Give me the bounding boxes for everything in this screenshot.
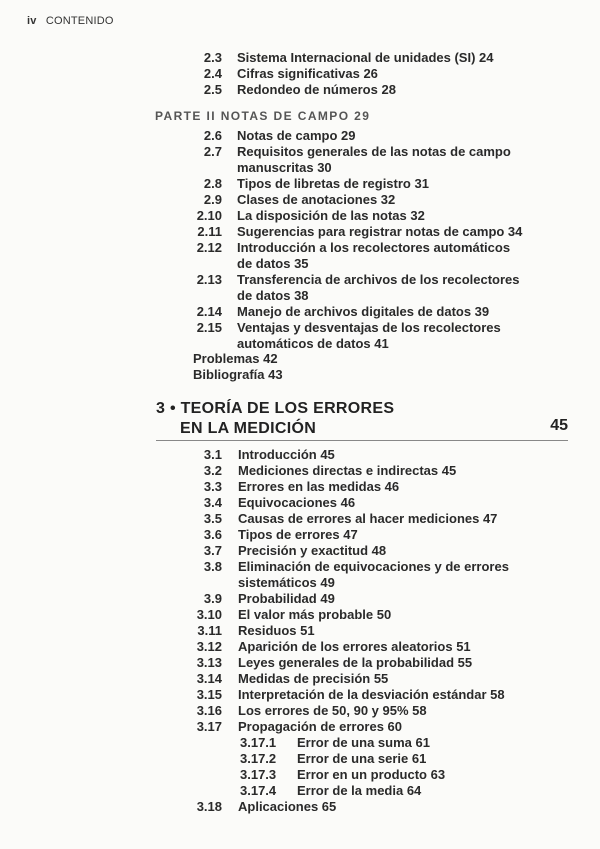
toc-entry-number: 2.14 (196, 304, 222, 319)
toc-entry-text: Probabilidad 49 (238, 591, 335, 606)
toc-entry-text: Medidas de precisión 55 (238, 671, 389, 686)
chapter-heading[interactable] (156, 399, 394, 439)
toc-entry-text: manuscritas 30 (237, 160, 332, 175)
toc-entry-text: Introducción a los recolectores automáticos (237, 240, 511, 255)
toc-entry-number: 3.17 (196, 719, 222, 734)
toc-entry-number: 3.16 (196, 703, 222, 718)
toc-entry-number: 3.3 (203, 479, 222, 494)
toc-entry-text: Introducción 45 (238, 447, 335, 462)
toc-entry-text: Precisión y exactitud 48 (238, 543, 387, 558)
toc-entry-text: Mediciones directas e indirectas 45 (238, 463, 457, 478)
toc-entry-number: 2.3 (203, 50, 222, 65)
toc-entry-text: Sistema Internacional de unidades (SI) 24 (237, 50, 494, 65)
toc-entry-number: 2.15 (196, 320, 222, 335)
toc-entry-text: Leyes generales de la probabilidad 55 (238, 655, 473, 670)
toc-entry-text: Aparición de los errores aleatorios 51 (238, 639, 471, 654)
toc-entry-number: 2.12 (196, 240, 222, 255)
toc-entry-number: 3.18 (196, 799, 222, 814)
toc-entry-number: 3.13 (196, 655, 222, 670)
running-head (27, 15, 114, 27)
toc-subentry-text: Error de una serie 61 (297, 751, 427, 766)
toc-entry-text: automáticos de datos 41 (237, 336, 389, 351)
toc-subentry-text: Error de una suma 61 (297, 735, 430, 750)
toc-entry-text: Cifras significativas 26 (237, 66, 378, 81)
toc-entry-text: Redondeo de números 28 (237, 82, 396, 97)
toc-entry-text: Aplicaciones 65 (238, 799, 337, 814)
toc-entry-number: 3.12 (196, 639, 222, 654)
chapter-page-number: 45 (550, 417, 568, 434)
toc-entry-number: 2.13 (196, 272, 222, 287)
toc-entry-text: El valor más probable 50 (238, 607, 392, 622)
toc-entry-text: de datos 35 (237, 256, 309, 271)
toc-entry-number: 2.8 (203, 176, 222, 191)
toc-subentry-text: Error de la media 64 (297, 783, 422, 798)
toc-entry-number: 2.10 (196, 208, 222, 223)
toc-entry-text: Clases de anotaciones 32 (237, 192, 396, 207)
toc-entry-text: Interpretación de la desviación estándar 58 (238, 687, 505, 702)
chapter-title-line1: 3 • TEORÍA DE LOS ERRORES (156, 400, 395, 417)
toc-entry-number: 3.5 (203, 511, 222, 526)
toc-entry-number: 3.6 (203, 527, 222, 542)
toc-entry-text: de datos 38 (237, 288, 309, 303)
toc-entry-text: Los errores de 50, 90 y 95% 58 (238, 703, 427, 718)
part-title[interactable]: PARTE II NOTAS DE CAMPO 29 (155, 109, 371, 123)
toc-entry-text: Errores en las medidas 46 (238, 479, 400, 494)
toc-entry-number: 2.6 (203, 128, 222, 143)
page-number: iv (27, 15, 37, 27)
toc-entry-text: Tipos de errores 47 (238, 527, 358, 542)
toc-entry-text: Eliminación de equivocaciones y de errores (238, 559, 509, 574)
chapter-title-line2: EN LA MEDICIÓN (180, 420, 317, 437)
toc-entry-number: 3.8 (203, 559, 222, 574)
toc-subentry-number: 3.17.1 (240, 735, 277, 750)
toc-entry-text: Sugerencias para registrar notas de campo 34 (237, 224, 523, 239)
toc-entry-text: Tipos de libretas de registro 31 (237, 176, 429, 191)
toc-entry-number: 3.9 (203, 591, 222, 606)
chapter-divider (156, 440, 568, 441)
toc-entry-text: Residuos 51 (238, 623, 315, 638)
toc-entry-text: Causas de errores al hacer mediciones 47 (238, 511, 498, 526)
toc-entry-text: Requisitos generales de las notas de campo (237, 144, 511, 159)
toc-subentry-text: Error en un producto 63 (297, 767, 446, 782)
toc-entry-text: Transferencia de archivos de los recolectores (237, 272, 520, 287)
toc-entry-number: 2.4 (203, 66, 222, 81)
toc-entry-number: 3.10 (196, 607, 222, 622)
toc-entry-text: Propagación de errores 60 (238, 719, 403, 734)
toc-entry-number: 3.15 (196, 687, 222, 702)
toc-entry-number: 3.2 (203, 463, 222, 478)
toc-entry-text: Notas de campo 29 (237, 128, 356, 143)
toc-entry-text: sistemáticos 49 (238, 575, 335, 590)
toc-entry-number: 2.5 (203, 82, 222, 97)
toc-entry-number: 2.11 (197, 224, 222, 239)
toc-entry-number: 3.11 (197, 623, 222, 638)
toc-entry-number: 2.7 (203, 144, 222, 159)
toc-entry-number: 2.9 (203, 192, 222, 207)
toc-entry-number: 3.7 (203, 543, 222, 558)
toc-entry-text: Equivocaciones 46 (238, 495, 356, 510)
toc-entry-number: 3.14 (196, 671, 222, 686)
toc-entry-text: Manejo de archivos digitales de datos 39 (237, 304, 490, 319)
running-head-title: CONTENIDO (45, 15, 114, 27)
toc-problems[interactable]: Problemas 42 (193, 351, 278, 366)
toc-entry-number: 3.1 (203, 447, 222, 462)
toc-entry-number: 3.4 (203, 495, 222, 510)
toc-subentry-number: 3.17.2 (240, 751, 277, 766)
toc-bibliography[interactable]: Bibliografía 43 (193, 367, 283, 382)
toc-entry-text: Ventajas y desventajas de los recolectores (237, 320, 501, 335)
toc-entry-text: La disposición de las notas 32 (237, 208, 425, 223)
toc-subentry-number: 3.17.3 (240, 767, 277, 782)
toc-subentry-number: 3.17.4 (240, 783, 277, 798)
